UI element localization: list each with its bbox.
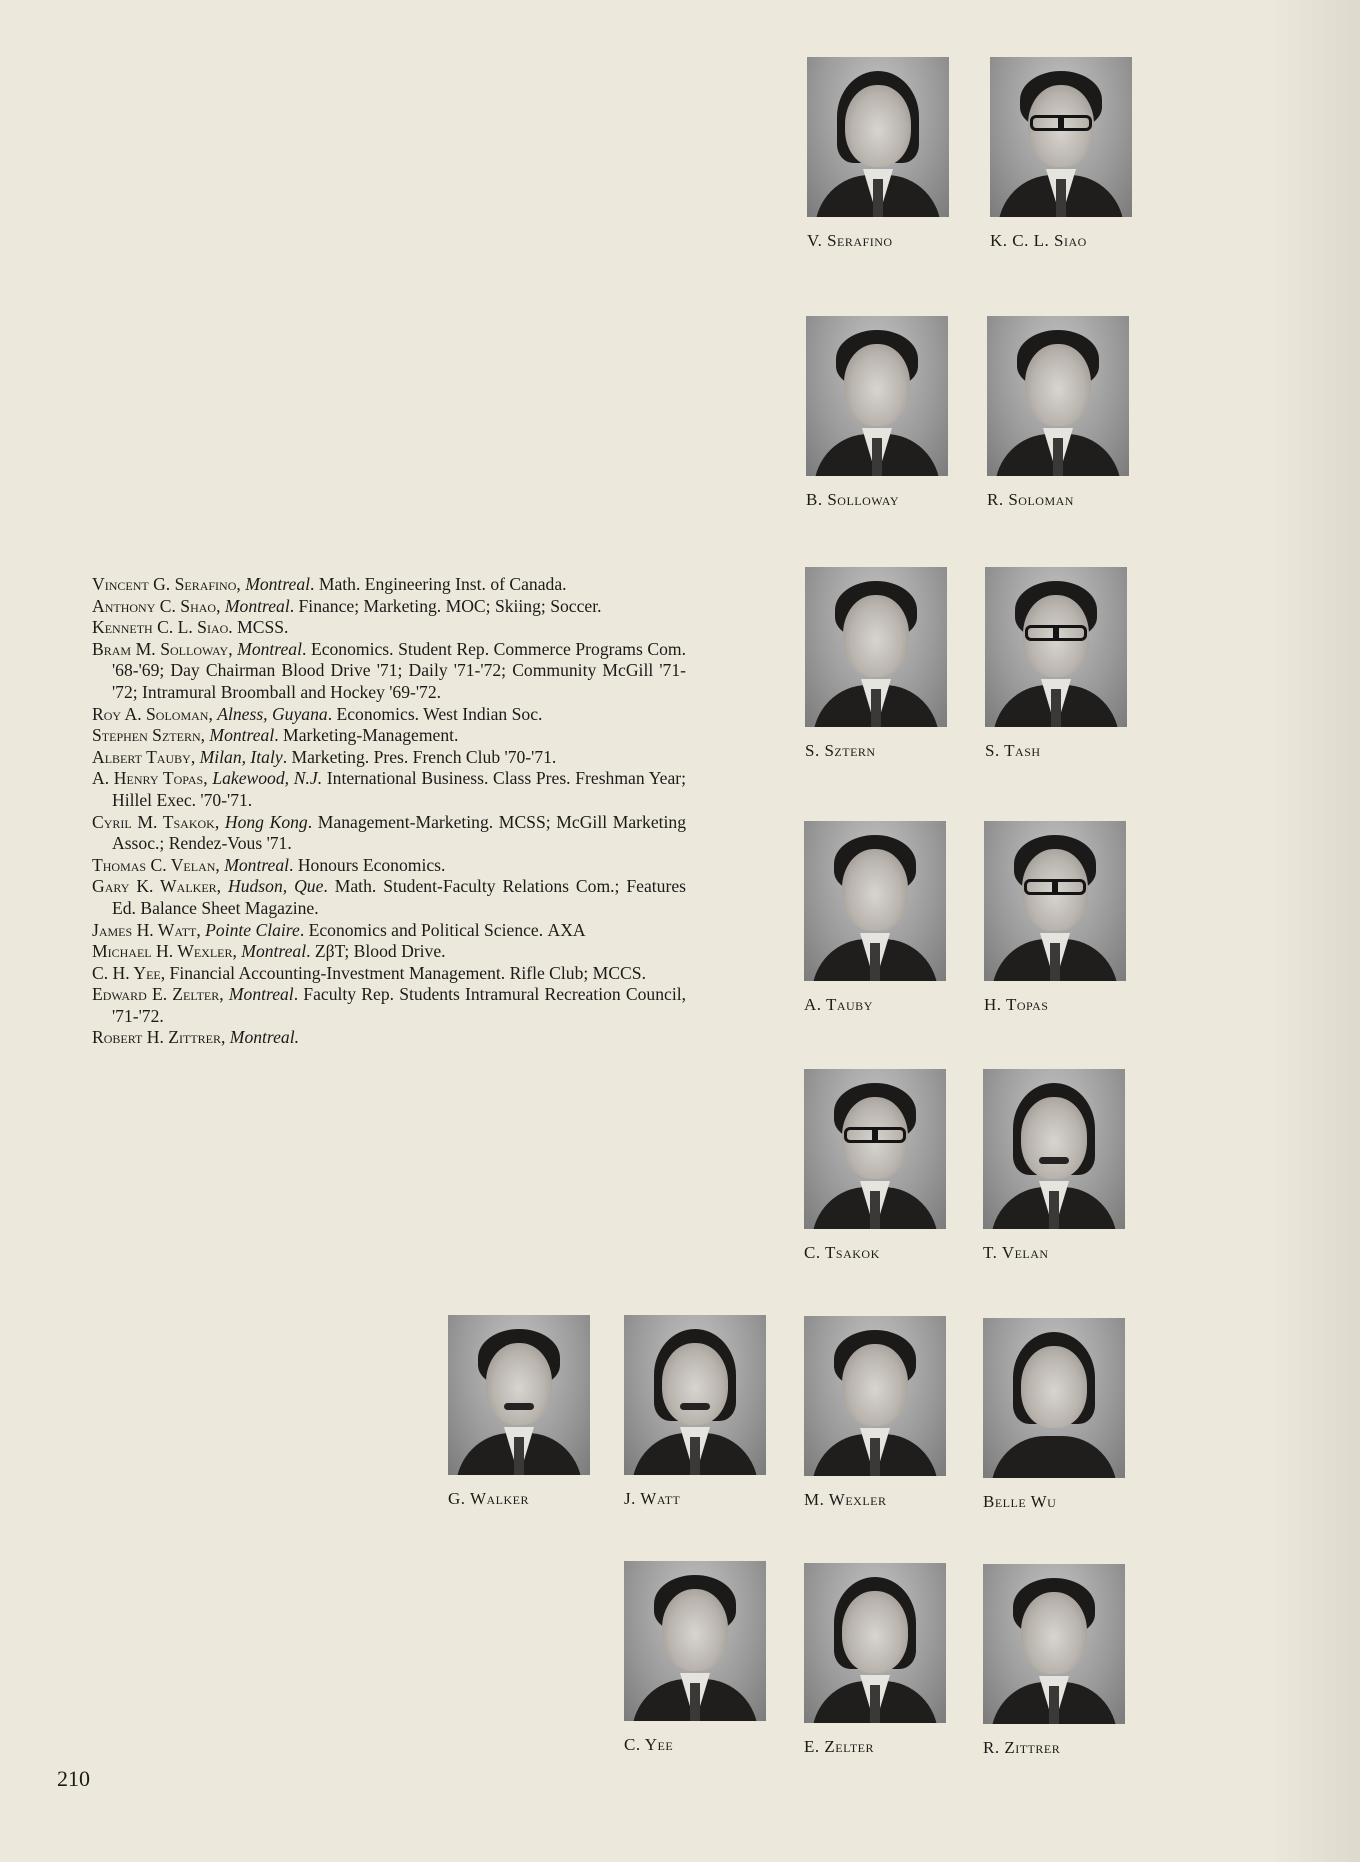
portrait-photo	[624, 1561, 766, 1721]
portrait-caption: K. C. L. Siao	[990, 231, 1087, 250]
bio-name: Vincent G. Serafino	[92, 574, 237, 594]
bio-name: Thomas C. Velan	[92, 854, 216, 875]
portrait-sztern	[805, 567, 947, 761]
portrait-caption: Belle Wu	[983, 1492, 1057, 1511]
bio-wexler: Michael H. Wexler, Montreal. ZβT; Blood Drive.	[92, 941, 446, 962]
bio-details: International Business. Class Pres. Freshman Year; Hillel Exec. '70-'71.	[112, 768, 686, 810]
bio-name: C. H. Yee	[92, 962, 161, 983]
bio-details: . Faculty Rep. Students Intramural Recreation Council, '71-'72.	[112, 984, 686, 1026]
bio-details: . Honours Economics.	[289, 854, 446, 875]
bio-place: Hudson, Que	[228, 876, 324, 897]
bio-sztern: Stephen Sztern, Montreal. Marketing-Management.	[92, 725, 459, 746]
bio-place: Montreal	[209, 725, 275, 746]
bio-name: Edward E. Zelter	[92, 984, 220, 1005]
page-number: 210	[57, 1766, 90, 1791]
bio-details: . Economics. West Indian Soc.	[327, 703, 543, 724]
student-biographies	[92, 574, 686, 1049]
portrait-watt	[624, 1315, 766, 1509]
portrait-walker	[448, 1315, 590, 1509]
portrait-photo	[985, 567, 1127, 727]
portrait-photo	[804, 821, 946, 981]
bio-place: Milan, Italy	[199, 746, 283, 767]
portrait-photo	[804, 1316, 946, 1476]
portrait-caption: R. Zittrer	[983, 1738, 1061, 1757]
portrait-photo	[983, 1318, 1125, 1478]
portrait-photo	[807, 57, 949, 217]
bio-yee	[92, 963, 686, 985]
portrait-wu	[983, 1318, 1125, 1512]
portrait-zittrer	[983, 1564, 1125, 1758]
bio-details: . Math. Engineering Inst. of Canada.	[310, 574, 567, 594]
bio-walker: Gary K. Walker, Hudson, Que. Math. Student-Faculty Relations Com.; Features Ed. Balance Sheet Magazine.	[92, 876, 686, 918]
bio-place: Montreal	[237, 638, 302, 659]
portrait-photo	[984, 821, 1126, 981]
bio-solloway: Bram M. Solloway, Montreal. Economics. Student Rep. Commerce Programs Com. '68-'69; Day Chairman Blood Drive '71; Daily '71-'72; Community McGill '71-'72; Intramural Broomball and Hockey '69-'72.	[92, 638, 686, 702]
portrait-caption: G. Walker	[448, 1489, 530, 1508]
bio-velan: Thomas C. Velan, Montreal. Honours Economics.	[92, 854, 446, 875]
portrait-solloway	[806, 316, 948, 510]
portrait-photo	[805, 567, 947, 727]
bio-place: Montreal.	[229, 1027, 300, 1048]
bio-name: James H. Watt	[92, 919, 197, 940]
bio-serafino: Vincent G. Serafino, Montreal. Math. Engineering Inst. of Canada.	[92, 574, 567, 594]
portrait-caption: B. Solloway	[806, 490, 900, 509]
bio-place: Lakewood, N.J.	[212, 768, 323, 789]
bio-details: . Marketing. Pres. French Club '70-'71.	[282, 746, 557, 767]
bio-tsakok: Cyril M. Tsakok, Hong Kong. Management-Marketing. MCSS; McGill Marketing Assoc.; Rendez-Vous '71.	[92, 811, 687, 854]
portrait-photo	[987, 316, 1129, 476]
portrait-siao	[990, 57, 1132, 251]
bio-details: . Math. Student-Faculty Relations Com.; Features Ed. Balance Sheet Magazine.	[112, 876, 686, 918]
portrait-caption: C. Yee	[624, 1735, 674, 1754]
bio-name: Kenneth C. L. Siao	[92, 617, 229, 638]
portrait-soloman	[987, 316, 1129, 510]
bio-name: Gary K. Walker	[92, 876, 217, 897]
bio-place: Hong Kong	[224, 811, 308, 832]
bio-place: Montreal	[228, 984, 294, 1005]
bio-name: A. Henry Topas	[92, 768, 204, 789]
bio-name: Michael H. Wexler	[92, 941, 233, 962]
bio-name: Bram M. Solloway	[92, 638, 229, 659]
portrait-tash	[985, 567, 1127, 761]
portrait-caption: M. Wexler	[804, 1490, 887, 1509]
portrait-photo	[806, 316, 948, 476]
portrait-tsakok	[804, 1069, 946, 1263]
portrait-zelter	[804, 1563, 946, 1757]
bio-details: . Economics and Political Science. ΑΧΑ	[299, 919, 586, 940]
portrait-caption: A. Tauby	[804, 995, 873, 1014]
bio-zelter: Edward E. Zelter, Montreal. Faculty Rep. Students Intramural Recreation Council, '71-'72.	[92, 984, 686, 1026]
portrait-caption: E. Zelter	[804, 1737, 874, 1756]
bio-place: Montreal	[245, 574, 311, 594]
bio-details: . Management-Marketing. MCSS; McGill Marketing Assoc.; Rendez-Vous '71.	[112, 811, 687, 854]
bio-details: . MCSS.	[228, 617, 289, 638]
portrait-photo	[983, 1069, 1125, 1229]
portrait-caption: C. Tsakok	[804, 1243, 880, 1262]
bio-name: Robert H. Zittrer	[92, 1027, 221, 1048]
bio-place: Montreal	[241, 941, 307, 962]
bio-siao	[92, 617, 686, 639]
portrait-photo	[983, 1564, 1125, 1724]
portrait-photo	[804, 1563, 946, 1723]
bio-name: Cyril M. Tsakok	[92, 811, 215, 832]
portrait-caption: V. Serafino	[807, 231, 893, 250]
bio-soloman: Roy A. Soloman, Alness, Guyana. Economics. West Indian Soc.	[92, 703, 543, 724]
bio-place: Alness, Guyana	[217, 703, 328, 724]
portrait-serafino	[807, 57, 949, 251]
portrait-photo	[990, 57, 1132, 217]
bio-details: . Marketing-Management.	[274, 725, 459, 746]
bio-place: Montreal	[224, 595, 290, 616]
portrait-caption: H. Topas	[984, 995, 1049, 1014]
bio-details: . Finance; Marketing. MOC; Skiing; Soccer.	[289, 595, 602, 616]
bio-tauby: Albert Tauby, Milan, Italy. Marketing. Pres. French Club '70-'71.	[92, 746, 557, 767]
portrait-photo	[624, 1315, 766, 1475]
portrait-wexler	[804, 1316, 946, 1510]
bio-details: , Financial Accounting-Investment Management. Rifle Club; MCCS.	[160, 962, 646, 983]
bio-place: Pointe Claire	[205, 919, 300, 940]
bio-name: Albert Tauby	[92, 746, 191, 767]
bio-place: Montreal	[224, 854, 290, 875]
bio-shao: Anthony C. Shao, Montreal. Finance; Marketing. MOC; Skiing; Soccer.	[92, 595, 602, 616]
portrait-topas	[984, 821, 1126, 1015]
portrait-caption: S. Tash	[985, 741, 1041, 760]
bio-name: Roy A. Soloman	[92, 703, 209, 724]
bio-topas: A. Henry Topas, Lakewood, N.J. International Business. Class Pres. Freshman Year; Hillel Exec. '70-'71.	[92, 768, 686, 810]
portrait-photo	[804, 1069, 946, 1229]
portrait-tauby	[804, 821, 946, 1015]
portrait-yee	[624, 1561, 766, 1755]
portrait-caption: J. Watt	[624, 1489, 681, 1508]
portrait-caption: T. Velan	[983, 1243, 1049, 1262]
bio-watt: James H. Watt, Pointe Claire. Economics and Political Science. ΑΧΑ	[92, 919, 586, 940]
bio-zittrer: Robert H. Zittrer, Montreal.	[92, 1027, 300, 1048]
bio-name: Stephen Sztern	[92, 725, 201, 746]
bio-details: . Economics. Student Rep. Commerce Programs Com. '68-'69; Day Chairman Blood Drive '71; Daily '71-'72; Community McGill '71-'72; Intramural Broomball and Hockey '69-'72.	[112, 638, 686, 702]
portrait-caption: S. Sztern	[805, 741, 876, 760]
page-edge-shading	[1270, 0, 1360, 1862]
bio-name: Anthony C. Shao	[92, 595, 217, 616]
bio-details: . ZβT; Blood Drive.	[306, 941, 446, 962]
portrait-photo	[448, 1315, 590, 1475]
portrait-velan	[983, 1069, 1125, 1263]
portrait-caption: R. Soloman	[987, 490, 1074, 509]
